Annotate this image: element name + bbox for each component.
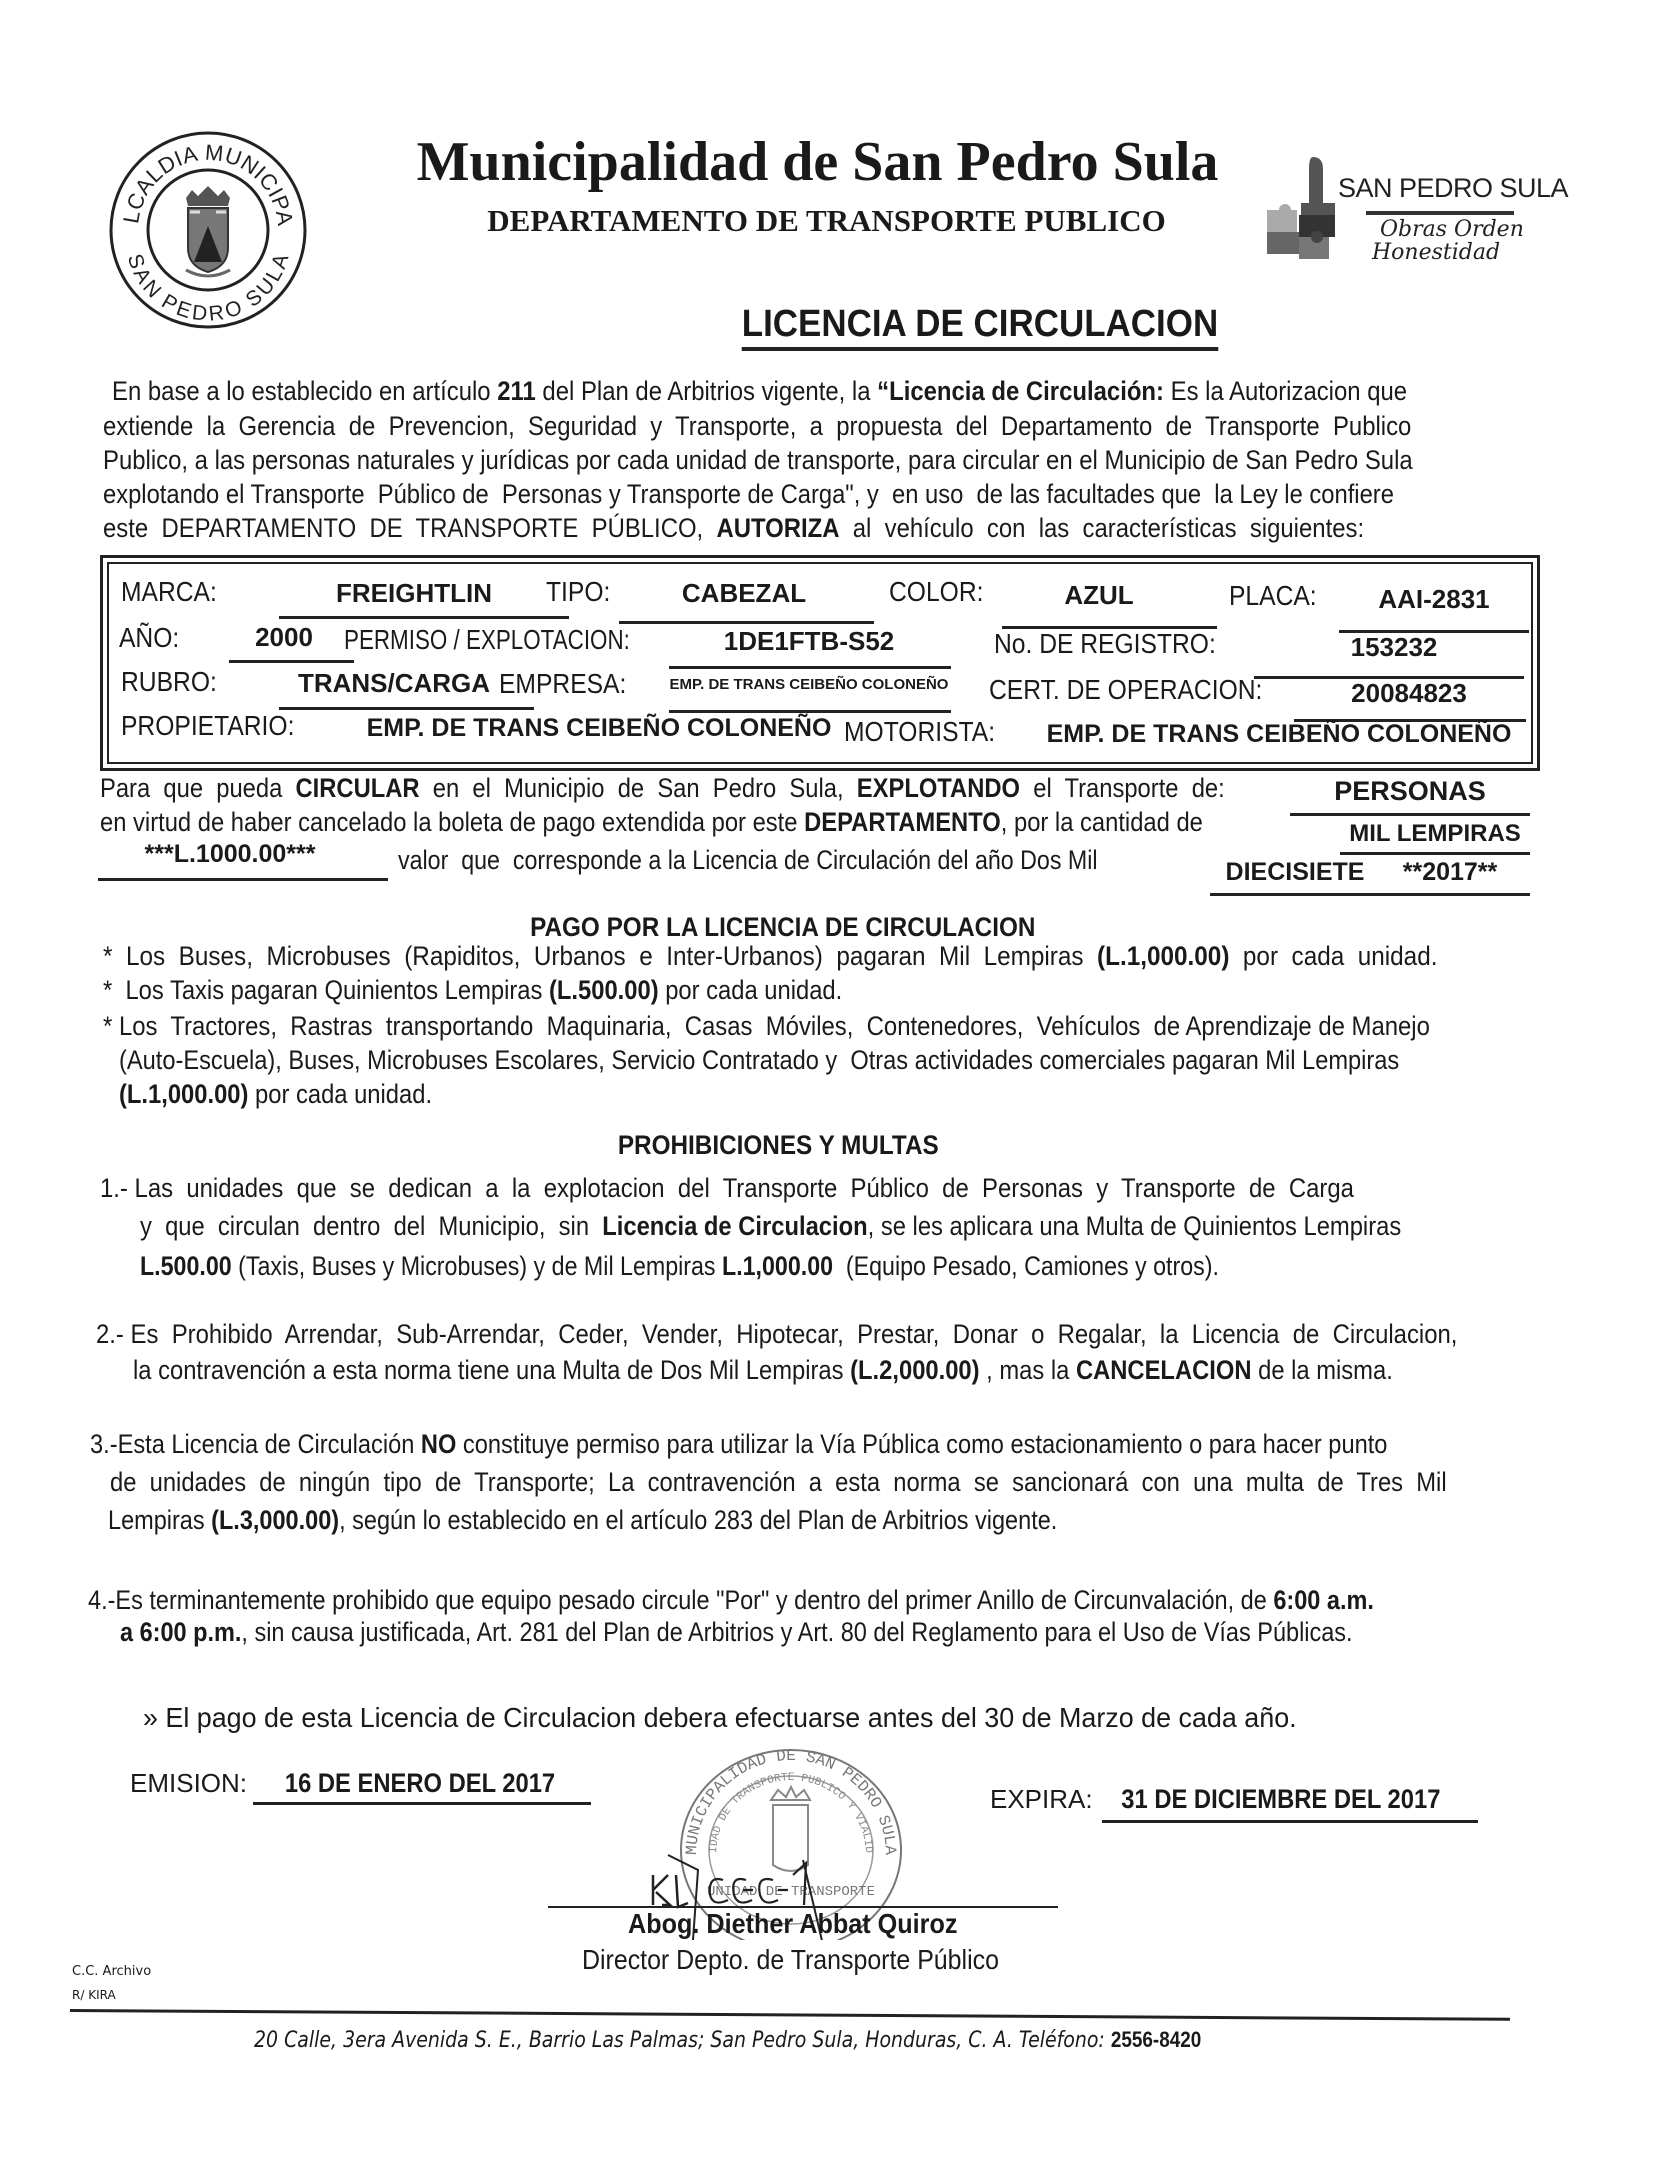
marca-value: FREIGHTLIN bbox=[336, 578, 492, 608]
field-label: MARCA: bbox=[121, 576, 217, 607]
anio-value: 2000 bbox=[255, 622, 313, 652]
emision-label: EMISION: bbox=[130, 1768, 248, 1798]
field-underline bbox=[279, 616, 569, 619]
empresa-value: EMP. DE TRANS CEIBEÑO COLONEÑO bbox=[669, 676, 949, 693]
payment-item: * Los Taxis pagaran Quinientos Lempiras (L.500.00) por cada unidad. bbox=[103, 975, 843, 1005]
prohibition-item-continuation: Lempiras (L.3,000.00), según lo establecido en el artículo 283 del Plan de Arbitrios vigente. bbox=[108, 1505, 1058, 1535]
prohibition-item: 3.-Esta Licencia de Circulación NO constituye permiso para utilizar la Vía Pública como estacionamiento o para hacer punto bbox=[90, 1429, 1388, 1459]
svg-text:ALCALDIA MUNICIPAL: LCALDIA MUNICIPA bbox=[118, 139, 299, 228]
prohibition-item-continuation: y que circulan dentro del Municipio, sin Licencia de Circulacion, se les aplicara una Multa de Quinientos Lempiras bbox=[140, 1211, 1402, 1241]
brand-divider bbox=[1366, 211, 1514, 215]
cc-archive: C.C. Archivo bbox=[72, 1964, 152, 1979]
propietario-value: EMP. DE TRANS CEIBEÑO COLONEÑO bbox=[366, 714, 832, 742]
prohibition-item-continuation: L.500.00 (Taxis, Buses y Microbuses) y de Mil Lempiras L.1,000.00 (Equipo Pesado, Camiones y otros). bbox=[140, 1251, 1219, 1281]
payment-item-continuation: (Auto-Escuela), Buses, Microbuses Escolares, Servicio Contratado y Otras actividades comerciales pagaran Mil Lempiras bbox=[119, 1045, 1400, 1075]
field-underline bbox=[1210, 893, 1530, 896]
svg-text:SAN PEDRO SULA: SAN PEDRO SULA bbox=[122, 251, 294, 326]
field-label: RUBRO: bbox=[121, 666, 217, 697]
prohibition-item: 2.- Es Prohibido Arrendar, Sub-Arrendar, Ceder, Vender, Hipotecar, Prestar, Donar o Regalar, la Licencia de Circulacion, bbox=[96, 1319, 1458, 1349]
expira-label: EXPIRA: bbox=[990, 1784, 1093, 1814]
field-label: TIPO: bbox=[546, 576, 611, 607]
intro-line: explotando el Transporte Público de Personas y Transporte de Carga", y en uso de las facultades que la Ley le confiere bbox=[103, 479, 1394, 509]
intro-line: extiende la Gerencia de Prevencion, Seguridad y Transporte, a propuesta del Departamento de Transporte Publico bbox=[103, 411, 1412, 441]
document-title: LICENCIA DE CIRCULACION bbox=[0, 303, 1665, 351]
svg-text:UNIDAD DE TRANSPORTE: UNIDAD DE TRANSPORTE bbox=[706, 1884, 876, 1900]
prohibition-item: 4.-Es terminantemente prohibido que equipo pesado circule "Por" y dentro del primer Anillo de Circunvalación, de 6:00 a.m. bbox=[88, 1585, 1374, 1615]
prohibition-item-continuation: a 6:00 p.m., sin causa justificada, Art. 281 del Plan de Arbitrios y Art. 80 del Reglamento para el Uso de Vías Públicas. bbox=[120, 1617, 1353, 1647]
emision-date: 16 DE ENERO DEL 2017 bbox=[284, 1768, 556, 1798]
svg-text:UNIDAD DE TRANSPORTE PUBLICO Y: IDAD DE TRANSPORTE PUBLICO Y VIALID bbox=[707, 1772, 875, 1854]
transport-type-value: PERSONAS bbox=[1334, 776, 1486, 806]
intro-line: Publico, a las personas naturales y jurídicas por cada unidad de transporte, para circular en el Municipio de San Pedro Sula bbox=[103, 445, 1413, 475]
authorization-line: Para que pueda CIRCULAR en el Municipio de San Pedro Sula, EXPLOTANDO el Transporte de: bbox=[100, 773, 1225, 803]
authorization-line: valor que corresponde a la Licencia de Circulación del año Dos Mil bbox=[398, 845, 1098, 875]
prohibition-item-continuation: de unidades de ningún tipo de Transporte; La contravención a esta norma se sancionará con una multa de Tres Mil bbox=[110, 1467, 1447, 1497]
rubro-value: TRANS/CARGA bbox=[297, 668, 491, 698]
prohibition-item: 1.- Las unidades que se dedican a la explotacion del Transporte Público de Personas y Transporte de Carga bbox=[100, 1173, 1354, 1203]
payment-deadline-note: » El pago de esta Licencia de Circulacion debera efectuarse antes del 30 de Marzo de cada año. bbox=[143, 1702, 1297, 1733]
field-underline bbox=[619, 621, 874, 624]
footer-phone: 2556-8420 bbox=[1110, 2027, 1202, 2052]
field-underline bbox=[98, 878, 388, 881]
field-label: AÑO: bbox=[119, 622, 180, 653]
color-value: AZUL bbox=[1064, 580, 1134, 610]
svg-text:MUNICIPALIDAD DE SAN PEDRO SUL: MUNICIPALIDAD DE SAN PEDRO SULA bbox=[682, 1747, 900, 1856]
field-underline bbox=[279, 707, 534, 710]
reference-initials: R/ KIRA bbox=[72, 1988, 116, 2002]
field-underline bbox=[1102, 1820, 1478, 1823]
authorization-line: en virtud de haber cancelado la boleta de pago extendida por este DEPARTAMENTO, por la cantidad de bbox=[100, 807, 1203, 837]
prohibition-item-continuation: la contravención a esta norma tiene una Multa de Dos Mil Lempiras (L.2,000.00) , mas la CANCELACION de la misma. bbox=[133, 1355, 1393, 1385]
year-words-value: DIECISIETE bbox=[1225, 858, 1365, 886]
registro-value: 153232 bbox=[1350, 632, 1438, 662]
field-label: PROPIETARIO: bbox=[121, 710, 295, 741]
thumbs-up-puzzle-icon bbox=[1265, 155, 1345, 265]
footer-divider bbox=[70, 2009, 1510, 2021]
field-label: PLACA: bbox=[1229, 580, 1317, 611]
signatory-position: Director Depto. de Transporte Público bbox=[582, 1944, 999, 1975]
year-value: **2017** bbox=[1402, 858, 1498, 886]
field-underline bbox=[669, 710, 951, 713]
brand-motto: Honestidad bbox=[1372, 240, 1501, 265]
field-label: EMPRESA: bbox=[499, 668, 627, 699]
footer-address: 20 Calle, 3era Avenida S. E., Barrio Las Palmas; San Pedro Sula, Honduras, C. A. Teléfono: 2556-8420 bbox=[254, 2027, 1202, 2053]
cert-value: 20084823 bbox=[1351, 678, 1467, 708]
payment-item: * Los Buses, Microbuses (Rapiditos, Urbanos e Inter-Urbanos) pagaran Mil Lempiras (L.1,000.00) por cada unidad. bbox=[103, 941, 1438, 971]
expira-date: 31 DE DICIEMBRE DEL 2017 bbox=[1121, 1784, 1441, 1814]
brand-name: SAN PEDRO SULA bbox=[1338, 173, 1569, 203]
intro-line: En base a lo establecido en artículo 211 del Plan de Arbitrios vigente, la “Licencia de Circulación: Es la Autorizacion que bbox=[112, 376, 1408, 406]
field-label: CERT. DE OPERACION: bbox=[989, 674, 1263, 705]
permiso-value: 1DE1FTB-S52 bbox=[723, 626, 895, 656]
prohibitions-heading: PROHIBICIONES Y MULTAS bbox=[618, 1130, 939, 1160]
field-underline bbox=[253, 1802, 591, 1805]
vehicle-characteristics-table bbox=[100, 555, 1540, 771]
payment-item-continuation: (L.1,000.00) por cada unidad. bbox=[119, 1079, 433, 1109]
department-subtitle: DEPARTAMENTO DE TRANSPORTE PUBLICO bbox=[487, 203, 1166, 238]
page-title: Municipalidad de San Pedro Sula bbox=[416, 131, 1219, 193]
field-underline bbox=[229, 660, 354, 663]
payment-item: * Los Tractores, Rastras transportando Maquinaria, Casas Móviles, Contenedores, Vehículos de Aprendizaje de Manejo bbox=[103, 1011, 1430, 1041]
intro-line: este DEPARTAMENTO DE TRANSPORTE PÚBLICO, AUTORIZA al vehículo con las características siguientes: bbox=[103, 513, 1365, 543]
field-label: PERMISO / EXPLOTACION: bbox=[344, 624, 630, 655]
amount-words-value: MIL LEMPIRAS bbox=[1349, 820, 1521, 847]
payment-heading: PAGO POR LA LICENCIA DE CIRCULACION bbox=[529, 912, 1036, 942]
signatory-name: Abog. Diether Abbat Quiroz bbox=[628, 1908, 958, 1939]
field-label: MOTORISTA: bbox=[844, 716, 996, 747]
field-underline bbox=[1340, 852, 1530, 855]
field-underline bbox=[669, 666, 951, 669]
field-label: COLOR: bbox=[889, 576, 984, 607]
field-underline bbox=[1290, 813, 1530, 816]
amount-value: ***L.1000.00*** bbox=[144, 840, 316, 868]
tipo-value: CABEZAL bbox=[681, 578, 807, 608]
placa-value: AAI-2831 bbox=[1378, 584, 1490, 614]
brand-motto: Obras Orden bbox=[1380, 217, 1524, 242]
field-label: No. DE REGISTRO: bbox=[994, 628, 1216, 659]
motorista-value: EMP. DE TRANS CEIBEÑO COLONEÑO bbox=[1046, 720, 1512, 748]
